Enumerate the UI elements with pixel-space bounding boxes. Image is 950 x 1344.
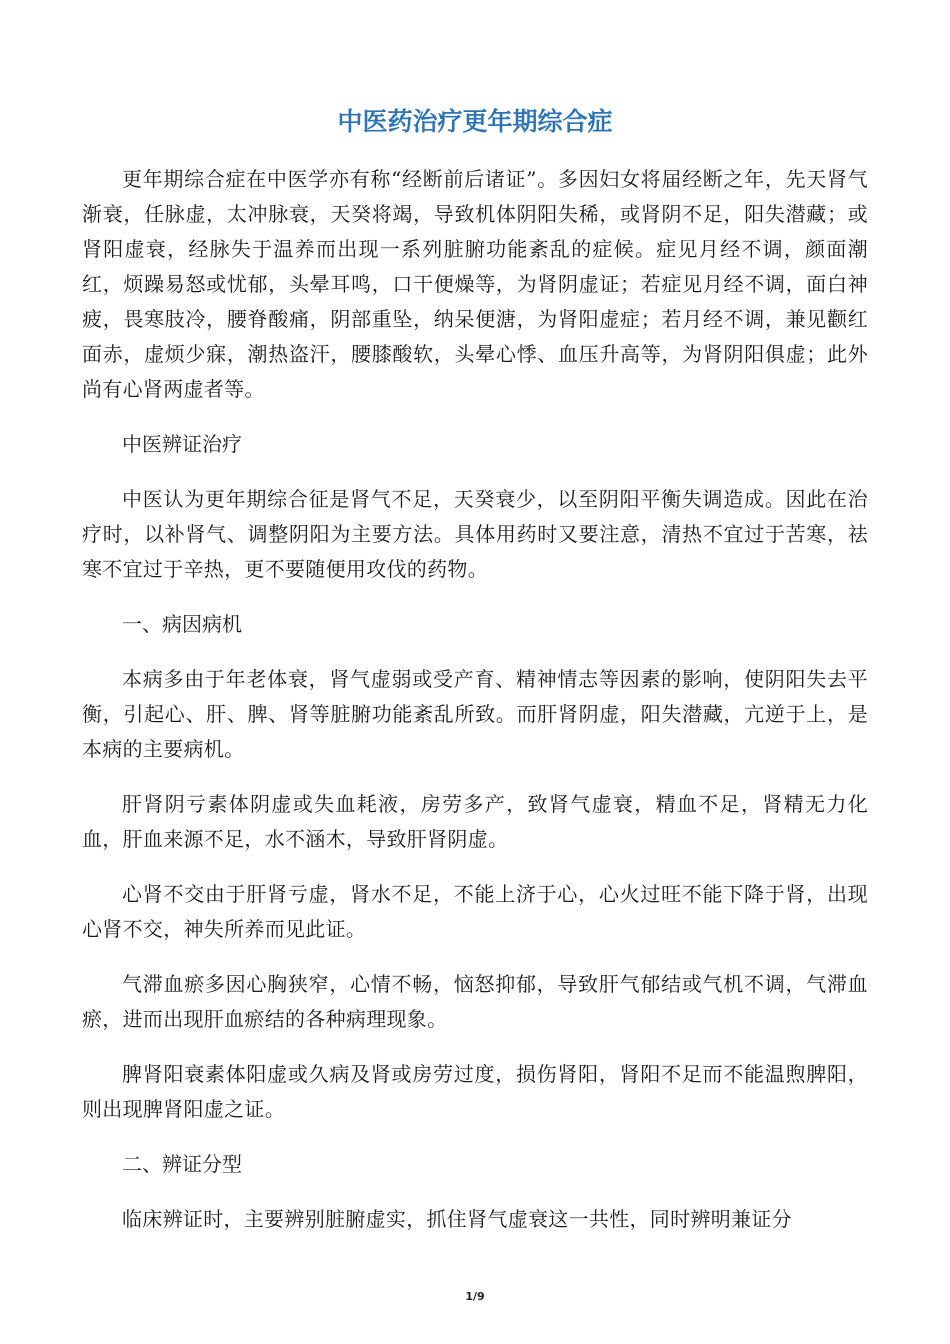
- page-number: 1/9: [465, 1290, 485, 1303]
- paragraph-qi-stagnation: 气滞血瘀多因心胸狭窄，心情不畅，恼怒抑郁，导致肝气郁结或气机不调，气滞血瘀，进而出现肝血瘀结的各种病理现象。: [82, 972, 868, 1031]
- paragraph-heart-kidney: 心肾不交由于肝肾亏虚，肾水不足，不能上济于心，心火过旺不能下降于肾，出现心肾不交，神失所养而见此证。: [82, 882, 868, 941]
- document-title: 中医药治疗更年期综合症: [337, 107, 613, 136]
- paragraph-spleen-kidney: 脾肾阳衰素体阳虚或久病及肾或房劳过度，损伤肾阳，肾阳不足而不能温煦脾阳，则出现脾肾阳虚之证。: [82, 1062, 868, 1121]
- section-heading-tcm-treatment: 中医辨证治疗: [122, 432, 242, 456]
- paragraph-etiology: 本病多由于年老体衰，肾气虚弱或受产育、精神情志等因素的影响，使阴阳失去平衡，引起心、肝、脾、肾等脏腑功能紊乱所致。而肝肾阴虚，阳失潜藏，亢逆于上，是本病的主要病机。: [82, 667, 868, 761]
- section-heading-syndrome-types: 二、辨证分型: [122, 1152, 242, 1176]
- paragraph-differentiation: 临床辨证时，主要辨别脏腑虚实，抓住肾气虚衰这一共性，同时辨明兼证分: [122, 1207, 792, 1231]
- paragraph-liver-kidney: 肝肾阴亏素体阴虚或失血耗液，房劳多产，致肾气虚衰，精血不足，肾精无力化血，肝血来源不足，水不涵木，导致肝肾阴虚。: [82, 792, 868, 851]
- section-heading-etiology: 一、病因病机: [122, 612, 242, 636]
- paragraph-tcm-view: 中医认为更年期综合征是肾气不足，天癸衰少，以至阴阳平衡失调造成。因此在治疗时，以补肾气、调整阴阳为主要方法。具体用药时又要注意，清热不宜过于苦寒，祛寒不宜过于辛热，更不要随便用攻伐的药物。: [82, 487, 868, 581]
- document-body: [82, 162, 868, 1257]
- paragraph-intro: 更年期综合症在中医学亦有称“经断前后诸证”。多因妇女将届经断之年，先天肾气渐衰，任脉虚，太冲脉衰，天癸将竭，导致机体阴阳失稀，或肾阴不足，阳失潜藏；或肾阳虚衰，经脉失于温养而出现一系列脏腑功能紊乱的症候。症见月经不调，颜面潮红，烦躁易怒或忧郁，头晕耳鸣，口干便燥等，为肾阴虚证；若症见月经不调，面白神疲，畏寒肢冷，腰脊酸痛，阴部重坠，纳呆便溏，为肾阳虚症；若月经不调，兼见颧红面赤，虚烦少寐，潮热盗汗，腰膝酸软，头晕心悸、血压升高等，为肾阴阳俱虚；此外尚有心肾两虚者等。: [82, 167, 868, 401]
